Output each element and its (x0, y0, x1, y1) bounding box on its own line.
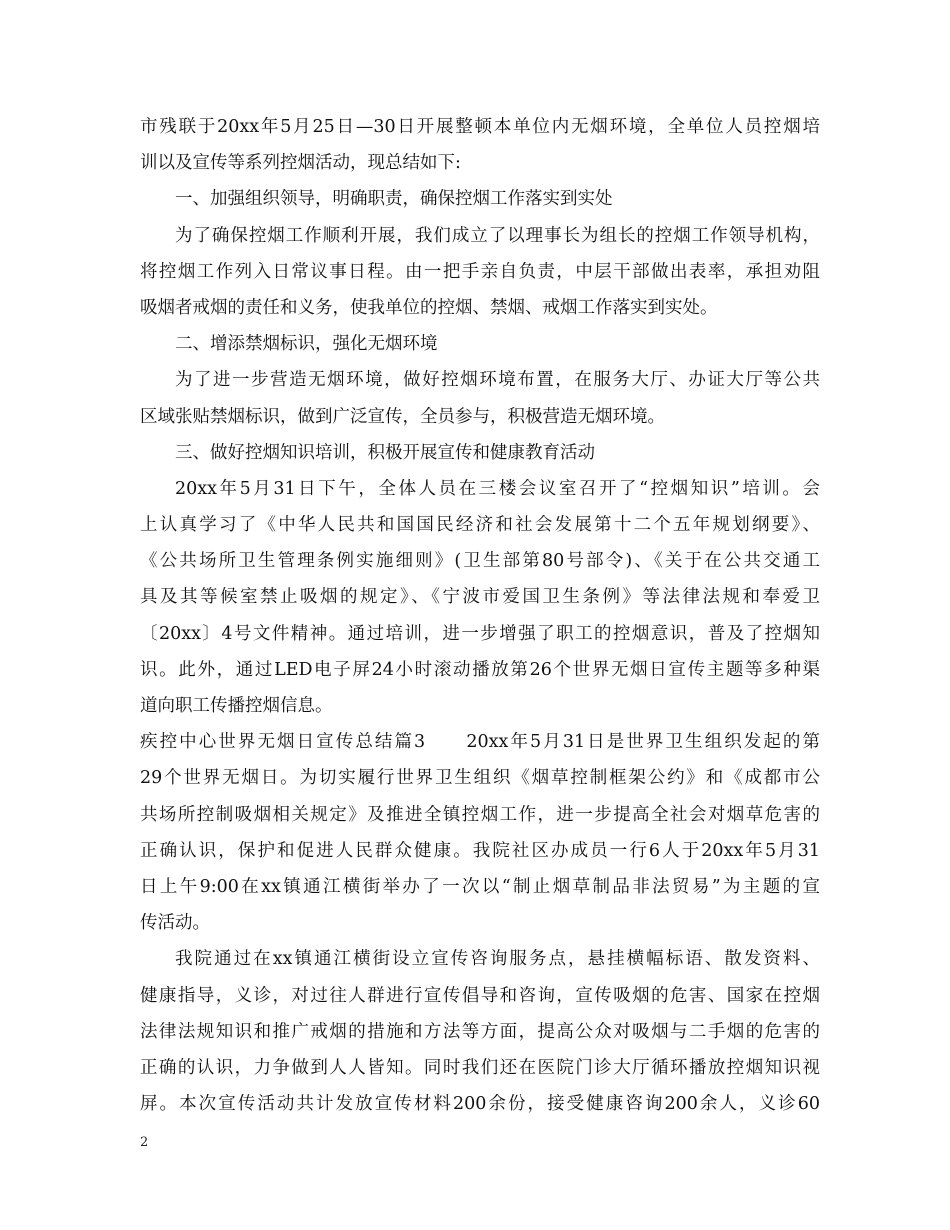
text-line: 吸烟者戒烟的责任和义务，使我单位的控烟、禁烟、戒烟工作落实到实处。 (140, 297, 718, 318)
text-line: 共场所控制吸烟相关规定》及推进全镇控烟工作，进一步提高全社会对烟草危害的 (140, 804, 820, 825)
text-line: 日上午9:00在xx镇通江横街举办了一次以“制止烟草制品非法贸易”为主题的宣 (140, 876, 820, 897)
text-line: 训以及宣传等系列控烟活动，现总结如下: (140, 153, 461, 174)
text-line: 29个世界无烟日。为切实履行世界卫生组织《烟草控制框架公约》和《成都市公 (140, 768, 820, 789)
text-line: 为了进一步营造无烟环境，做好控烟环境布置，在服务大厅、办证大厅等公共 (175, 370, 820, 391)
text-line: 市残联于20xx年5月25日—30日开展整顿本单位内无烟环境，全单位人员控烟培 (140, 117, 820, 137)
text-line: 法律法规知识和推广戒烟的措施和方法等方面，提高公众对吸烟与二手烟的危害的 (140, 1021, 820, 1042)
text-line: 上认真学习了《中华人民共和国国民经济和社会发展第十二个五年规划纲要》、 (140, 515, 820, 536)
text-line: 具及其等候室禁止吸烟的规定》、《宁波市爱国卫生条例》等法律法规和奉爱卫 (140, 587, 820, 608)
text-line: 健康指导，义诊，对过往人群进行宣传倡导和咨询，宣传吸烟的危害、国家在控烟 (140, 985, 820, 1006)
text-line: 将控烟工作列入日常议事日程。由一把手亲自负责，中层干部做出表率，承担劝阻 (140, 261, 820, 282)
text-line: 屏。本次宣传活动共计发放宣传材料200余份，接受健康咨询200余人，义诊60 (140, 1094, 820, 1115)
text-line: 正确认识，保护和促进人民群众健康。我院社区办成员一行6人于20xx年5月31 (140, 840, 820, 861)
text-line: 《公共场所卫生管理条例实施细则》(卫生部第80号部令)、《关于在公共交通工 (140, 551, 820, 572)
text-line: 识。此外，通过LED电子屏24小时滚动播放第26个世界无烟日宣传主题等多种渠 (140, 659, 820, 680)
text-line: 正确的认识，力争做到人人皆知。同时我们还在医院门诊大厅循环播放控烟知识视 (140, 1057, 820, 1078)
text-line: 我院通过在xx镇通江横街设立宣传咨询服务点，悬挂横幅标语、散发资料、 (175, 949, 820, 970)
page-number: 2 (140, 1135, 149, 1150)
text-line: 〔20xx〕4号文件精神。通过培训，进一步增强了职工的控烟意识，普及了控烟知 (140, 623, 820, 644)
article-title-line: 疾控中心世界无烟日宣传总结篇3 20xx年5月31日是世界卫生组织发起的第 (140, 732, 820, 753)
document-body (140, 112, 820, 1125)
section-heading: 三、做好控烟知识培训，积极开展宣传和健康教育活动 (175, 442, 595, 463)
text-line: 20xx年5月31日下午，全体人员在三楼会议室召开了“控烟知识”培训。会 (175, 478, 820, 499)
text-line: 区域张贴禁烟标识，做到广泛宣传，全员参与，积极营造无烟环境。 (140, 406, 665, 427)
section-heading: 二、增添禁烟标识，强化无烟环境 (175, 334, 438, 355)
text-line: 道向职工传播控烟信息。 (140, 696, 333, 716)
text-line: 为了确保控烟工作顺利开展，我们成立了以理事长为组长的控烟工作领导机构， (175, 225, 820, 246)
section-heading: 一、加强组织领导，明确职责，确保控烟工作落实到实处 (175, 189, 613, 210)
text-line: 传活动。 (140, 913, 210, 934)
